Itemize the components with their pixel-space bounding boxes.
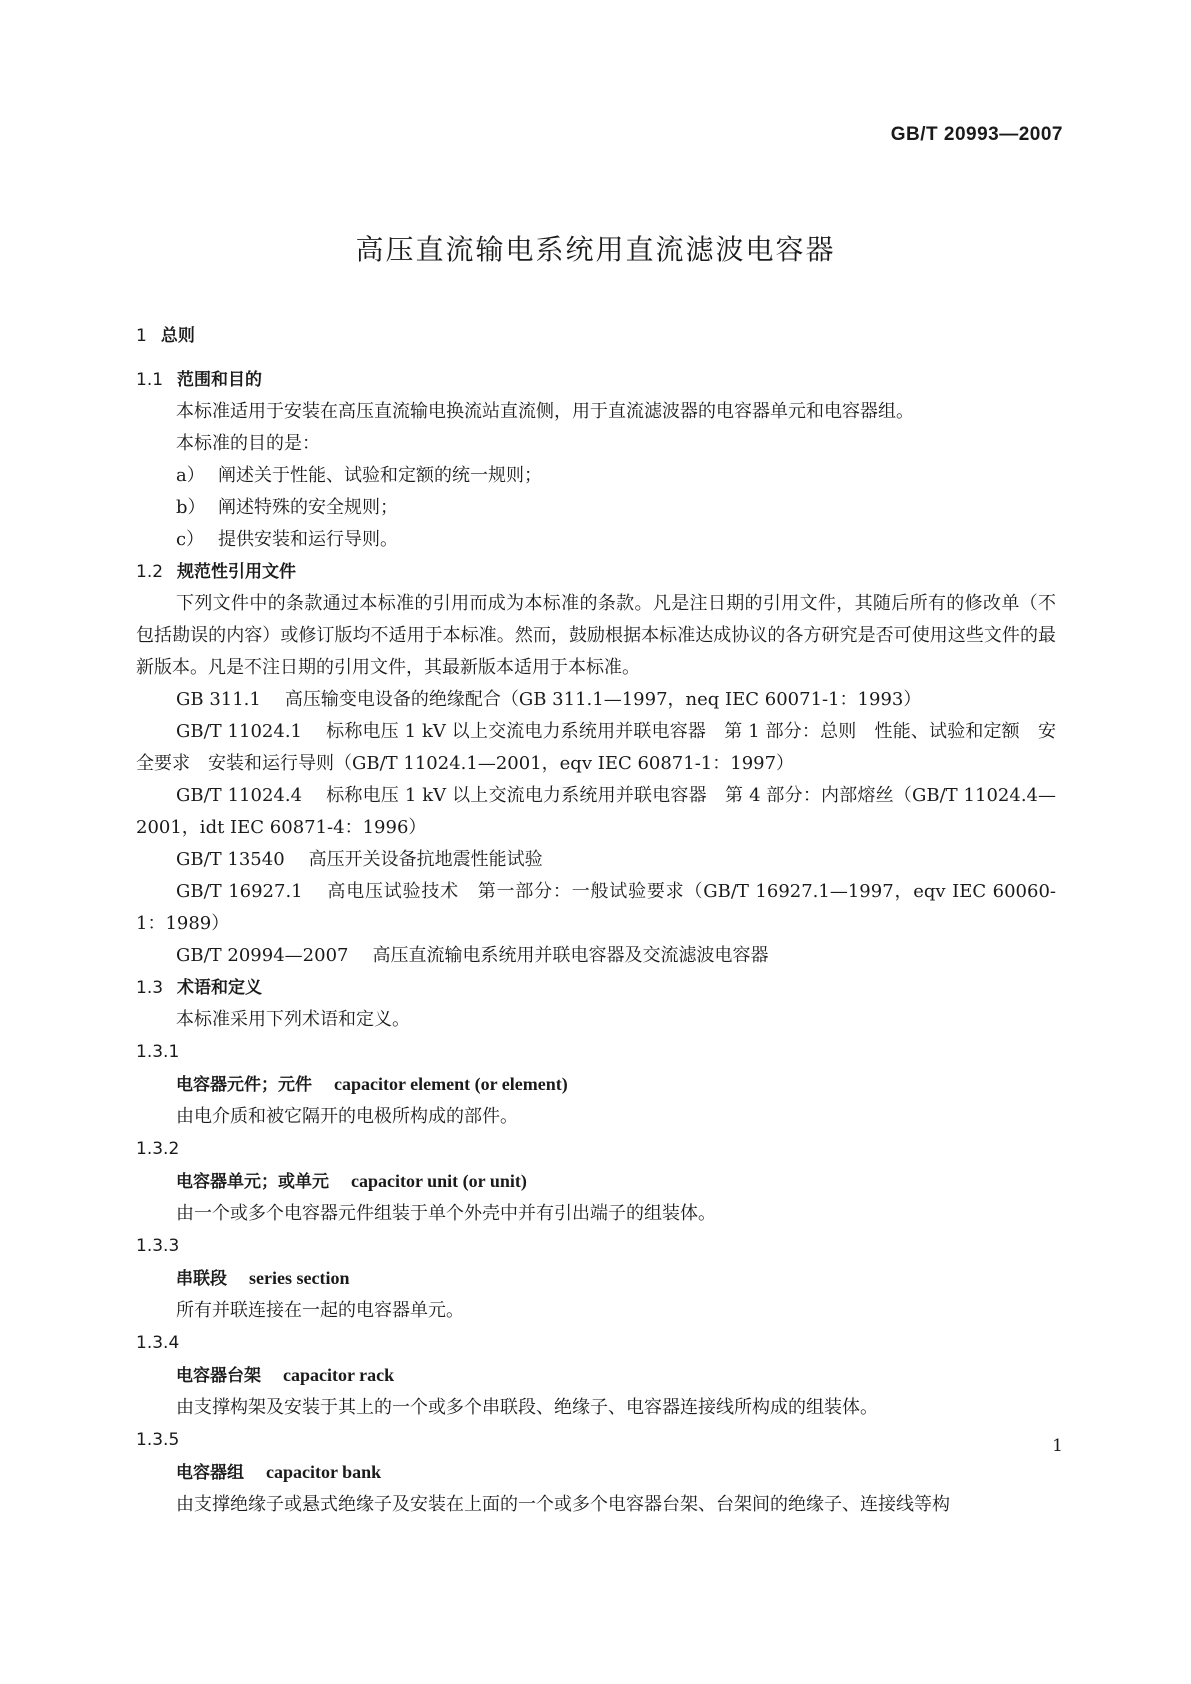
term-chinese: 电容器台架 <box>176 1366 261 1386</box>
reference-item <box>136 844 1056 876</box>
section-title: 规范性引用文件 <box>177 562 297 582</box>
term-number: 1.3.1 <box>136 1042 180 1062</box>
term-english: series section <box>249 1268 350 1288</box>
paragraph: 本标准的目的是： <box>176 433 320 454</box>
term-definition: 由支撑绝缘子或悬式绝缘子及安装在上面的一个或多个电容器台架、台架间的绝缘子、连接线等构 <box>176 1494 950 1515</box>
list-text: 阐述关于性能、试验和定额的统一规则； <box>218 465 542 486</box>
reference-item <box>136 716 1056 780</box>
list-marker: b） <box>176 497 206 518</box>
term-entry <box>136 1456 1056 1489</box>
term-definition: 由支撑构架及安装于其上的一个或多个串联段、绝缘子、电容器连接线所构成的组装体。 <box>176 1397 878 1418</box>
term-definition: 由电介质和被它隔开的电极所构成的部件。 <box>176 1106 518 1127</box>
list-item <box>136 492 1056 524</box>
term-english: capacitor rack <box>283 1365 395 1385</box>
section-number: 1.2 <box>136 562 164 582</box>
reference-title: 高压输变电设备的绝缘配合（GB 311.1—1997，neq IEC 60071-1：1993） <box>284 689 922 710</box>
standard-number: GB/T 20993—2007 <box>890 124 1063 145</box>
term-entry <box>136 1359 1056 1392</box>
list-marker: c） <box>176 529 205 550</box>
reference-code: GB/T 13540 <box>176 849 285 870</box>
section-number: 1 <box>136 326 147 346</box>
section-number: 1.3 <box>136 978 164 998</box>
reference-code: GB 311.1 <box>176 689 261 710</box>
document-title: 高压直流输电系统用直流滤波电容器 <box>355 233 836 266</box>
section-title: 术语和定义 <box>177 978 263 998</box>
term-chinese: 电容器单元；或单元 <box>176 1172 329 1192</box>
term-definition: 所有并联连接在一起的电容器单元。 <box>176 1300 464 1321</box>
term-number: 1.3.4 <box>136 1333 180 1353</box>
term-number: 1.3.5 <box>136 1430 180 1450</box>
reference-title: 高电压试验技术 第一部分：一般试验要求（GB/T 16927.1—1997，eqv IEC 60060-1：1989） <box>136 881 1056 934</box>
reference-title: 标称电压 1 kV 以上交流电力系统用并联电容器 第 4 部分：内部熔丝（GB/T 11024.4—2001，idt IEC 60871-4：1996） <box>136 785 1056 838</box>
term-entry <box>136 1068 1056 1101</box>
section-1-2-heading <box>136 556 1056 588</box>
section-1-3-heading <box>136 972 1056 1004</box>
section-title: 总则 <box>160 326 195 346</box>
paragraph: 本标准采用下列术语和定义。 <box>176 1009 410 1030</box>
term-number: 1.3.2 <box>136 1139 180 1159</box>
list-item <box>136 524 1056 556</box>
reference-title: 高压开关设备抗地震性能试验 <box>308 849 543 870</box>
list-text: 提供安装和运行导则。 <box>218 529 398 550</box>
term-entry <box>136 1262 1056 1295</box>
term-number: 1.3.3 <box>136 1236 180 1256</box>
list-marker: a） <box>176 465 205 486</box>
list-text: 阐述特殊的安全规则； <box>218 497 398 518</box>
section-number: 1.1 <box>136 370 164 390</box>
reference-item <box>136 940 1056 972</box>
reference-code: GB/T 11024.1 <box>176 721 302 742</box>
reference-item <box>136 684 1056 716</box>
reference-title: 高压直流输电系统用并联电容器及交流滤波电容器 <box>372 945 769 966</box>
term-chinese: 电容器元件；元件 <box>176 1075 312 1095</box>
reference-code: GB/T 20994—2007 <box>176 945 349 966</box>
document-body <box>136 320 1056 1521</box>
page-number: 1 <box>1052 1436 1063 1456</box>
paragraph: 下列文件中的条款通过本标准的引用而成为本标准的条款。凡是注日期的引用文件，其随后所有的修改单（不包括勘误的内容）或修订版均不适用于本标准。然而，鼓励根据本标准达成协议的各方研究是否可使用这些文件的最新版本。凡是不注日期的引用文件，其最新版本适用于本标准。 <box>136 593 1056 678</box>
reference-code: GB/T 11024.4 <box>176 785 303 806</box>
term-english: capacitor unit (or unit) <box>351 1171 527 1191</box>
reference-item <box>136 780 1056 844</box>
section-title: 范围和目的 <box>177 370 263 390</box>
term-chinese: 电容器组 <box>176 1463 244 1483</box>
section-1-1-heading <box>136 364 1056 396</box>
reference-item <box>136 876 1056 940</box>
reference-code: GB/T 16927.1 <box>176 881 303 902</box>
reference-title: 标称电压 1 kV 以上交流电力系统用并联电容器 第 1 部分：总则 性能、试验和定额 安全要求 安装和运行导则（GB/T 11024.1—2001，eqv IEC 60871-1：1997） <box>136 721 1056 774</box>
term-entry <box>136 1165 1056 1198</box>
term-chinese: 串联段 <box>176 1269 227 1289</box>
list-item <box>136 460 1056 492</box>
term-definition: 由一个或多个电容器元件组装于单个外壳中并有引出端子的组装体。 <box>176 1203 716 1224</box>
term-english: capacitor element (or element) <box>334 1074 568 1094</box>
paragraph: 本标准适用于安装在高压直流输电换流站直流侧，用于直流滤波器的电容器单元和电容器组。 <box>176 401 914 422</box>
term-english: capacitor bank <box>266 1462 382 1482</box>
section-1-heading <box>136 320 1056 352</box>
